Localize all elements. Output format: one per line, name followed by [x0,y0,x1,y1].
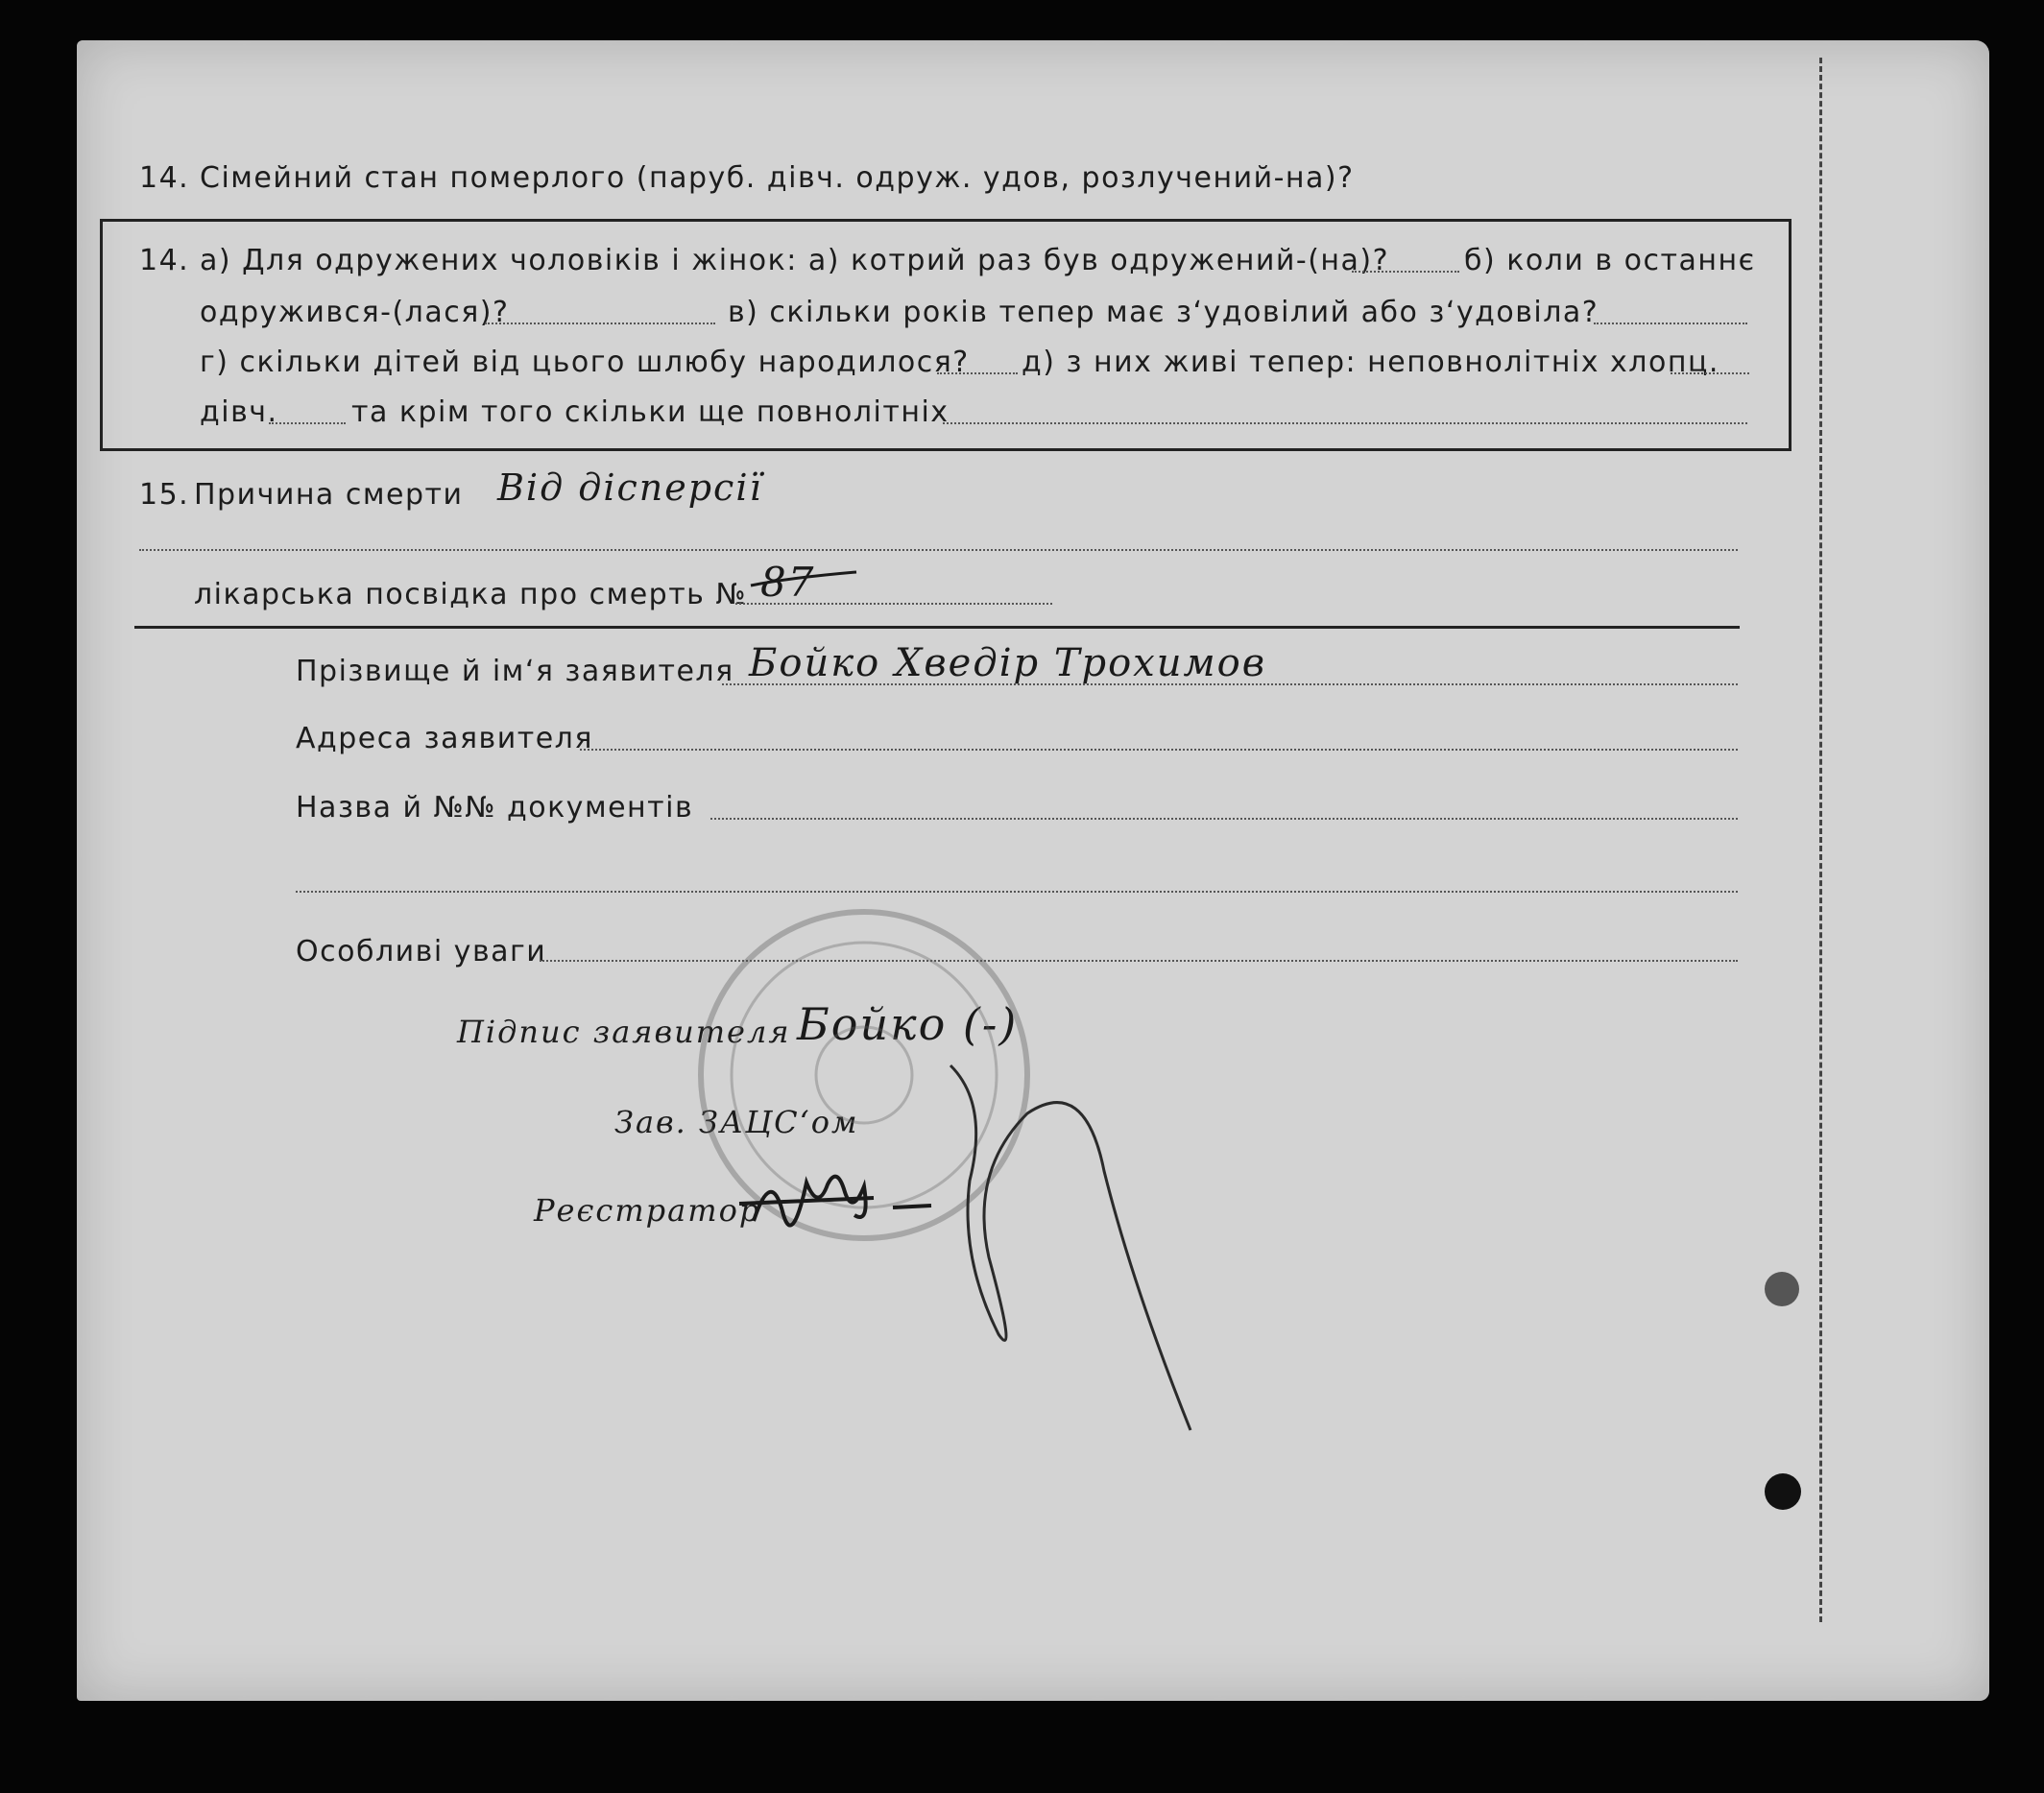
applicant-address-label: Адреса заявителя [296,722,593,755]
registrar-label: Реєстратор [534,1192,761,1229]
applicant-notes-label: Особливі уваги [296,935,547,968]
q15-certificate-value: 87 [760,559,816,606]
q14-label: Сімейний стан померлого (паруб. дівч. одруж. удов, розлучений-на)? [200,161,1355,195]
signature-value: Бойко (-) [797,998,1019,1050]
q14a-line1-b: б) коли в останнє [1464,244,1756,277]
applicant-name-label: Прізвище й ім‘я заявителя [296,655,734,688]
signature-label: Підпис заявителя [457,1014,791,1050]
q14a-line3-a: г) скільки дітей від цього шлюбу народилося? [200,346,970,379]
applicant-documents-label: Назва й №№ документів [296,791,694,825]
q15-label: Причина смерти [194,478,464,512]
q15-certificate-strike [751,572,856,586]
applicant-name-value: Бойко Хведір Трохимов [749,641,1267,685]
q14a-line2-a: одружився-(лася)? [200,296,510,329]
q15-certificate-label: лікарська посвідка про смерть № [194,578,748,611]
q14a-line4-b: та крім того скільки ще повнолітніх [351,395,950,429]
q14a-line1-a: а) Для одружених чоловіків і жінок: а) котрий раз був одружений-(на)? [200,244,1390,277]
q15-number: 15. [139,478,190,512]
q14-number: 14. [139,161,190,195]
head-signature [950,1065,1190,1430]
head-zags-label: Зав. ЗАЦС‘ом [614,1104,859,1140]
q14a-line2-b: в) скільки років тепер має з‘удовілий або з‘удовіла? [728,296,1599,329]
q14a-line3-b: д) з них живі тепер: неповнолітніх хлопц. [1022,346,1719,379]
q15-cause-value: Від дісперсії [497,466,763,509]
q14a-line4-a: дівч. [200,395,278,429]
q14a-number: 14. [139,244,190,277]
